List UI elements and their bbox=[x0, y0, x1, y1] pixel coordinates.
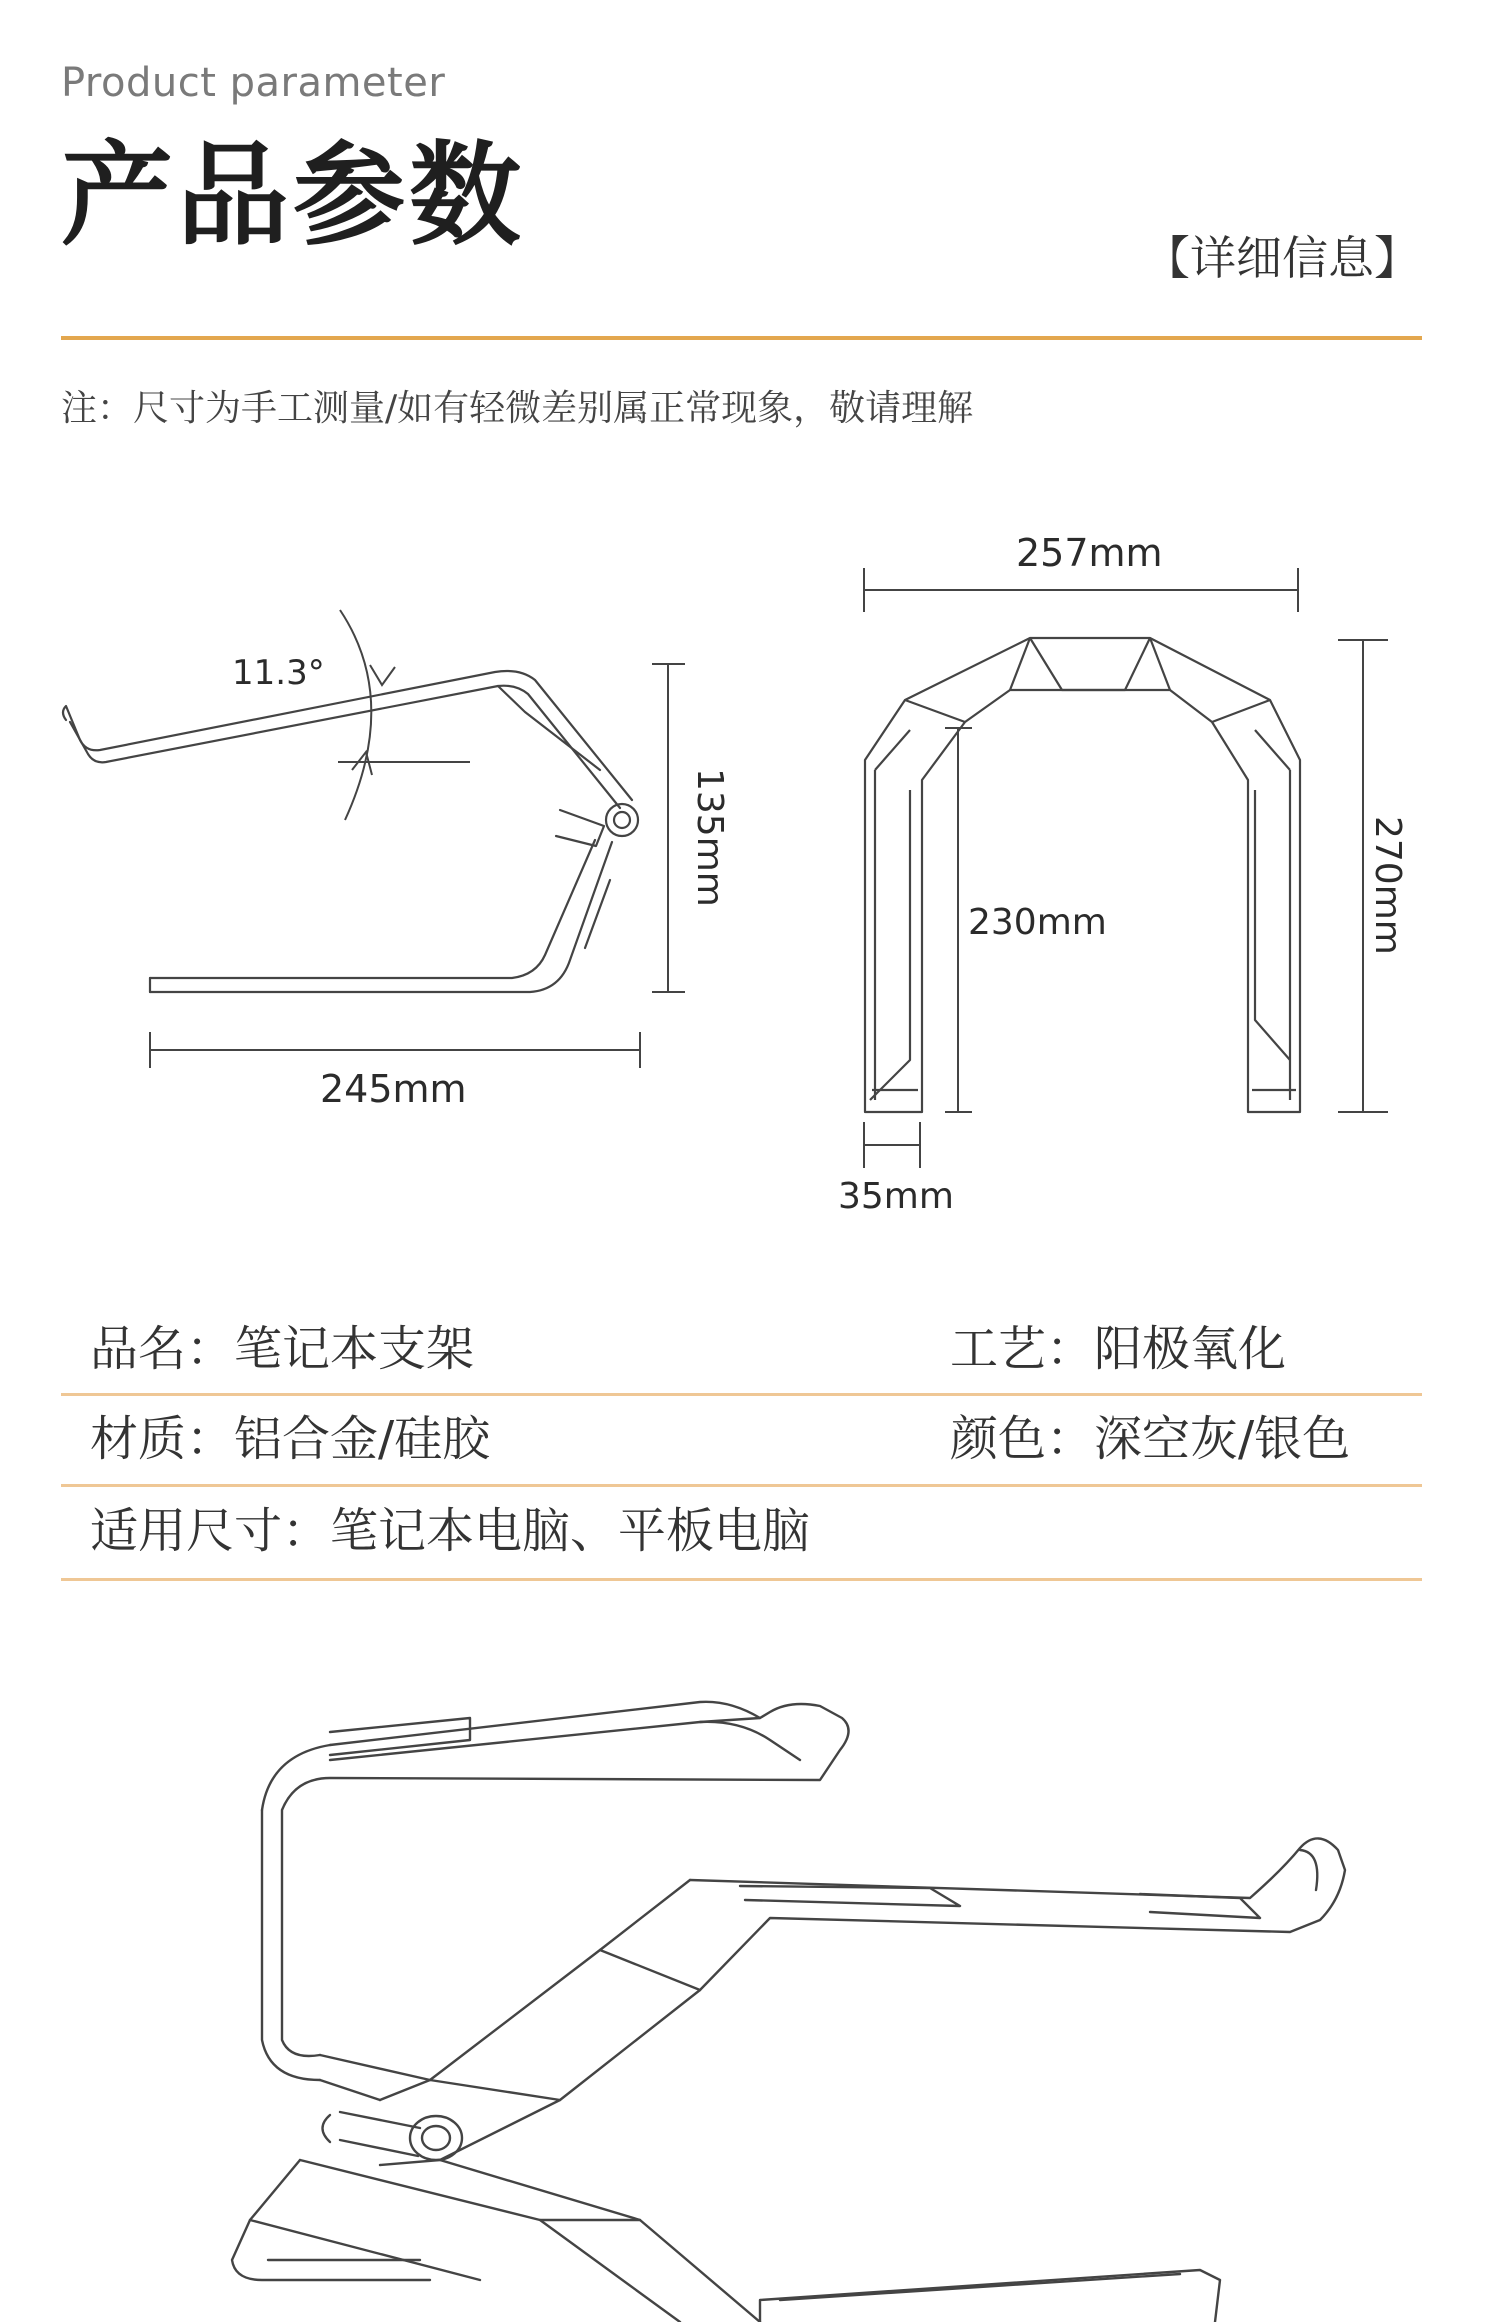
leg-width-dimension bbox=[864, 1122, 920, 1168]
leg-width-label: 35mm bbox=[838, 1176, 954, 1217]
side-height-label: 135mm bbox=[689, 768, 730, 907]
front-width-label: 257mm bbox=[1016, 531, 1163, 575]
front-view-drawing bbox=[865, 638, 1300, 1112]
spec-row-1 bbox=[90, 1310, 1410, 1377]
spec-color: 颜色：深空灰/银色 bbox=[950, 1411, 1351, 1467]
side-view-drawing bbox=[63, 671, 638, 992]
side-height-dimension bbox=[652, 664, 685, 992]
side-length-label: 245mm bbox=[320, 1067, 467, 1111]
spec-divider bbox=[61, 1484, 1422, 1487]
spec-compatibility: 适用尺寸：笔记本电脑、平板电脑 bbox=[90, 1503, 811, 1559]
page-title: 产品参数 bbox=[61, 131, 525, 261]
angle-label: 11.3° bbox=[232, 653, 325, 693]
spec-divider bbox=[61, 1578, 1422, 1581]
detail-info-link[interactable]: 【详细信息】 bbox=[1144, 231, 1420, 285]
page-subtitle: Product parameter bbox=[61, 60, 446, 106]
inner-height-label: 230mm bbox=[968, 902, 1107, 943]
stand-perspective-illustration bbox=[0, 1660, 1500, 2322]
side-length-dimension bbox=[150, 1032, 640, 1068]
front-height-label: 270mm bbox=[1367, 816, 1408, 955]
spec-product-name: 品名：笔记本支架 bbox=[90, 1321, 475, 1377]
spec-row-3 bbox=[90, 1492, 1410, 1559]
spec-row-2 bbox=[90, 1400, 1410, 1467]
spec-material: 材质：铝合金/硅胶 bbox=[90, 1411, 491, 1467]
measurement-note: 注：尺寸为手工测量/如有轻微差别属正常现象，敬请理解 bbox=[61, 388, 974, 429]
spec-divider bbox=[61, 1393, 1422, 1396]
spec-process: 工艺：阳极氧化 bbox=[950, 1321, 1287, 1377]
angle-annotation bbox=[338, 610, 470, 820]
